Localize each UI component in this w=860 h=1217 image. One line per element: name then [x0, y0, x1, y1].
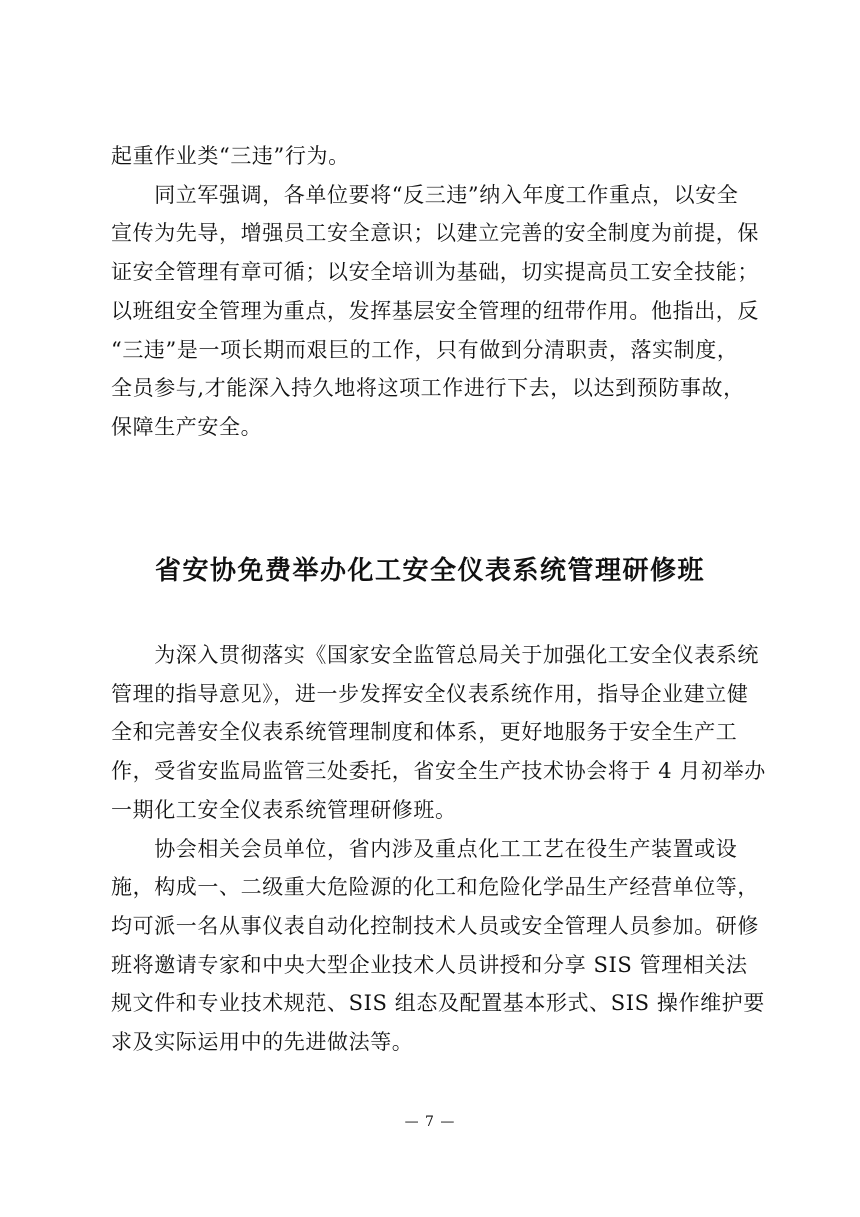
text-line: 均可派一名从事仪表自动化控制技术人员或安全管理人员参加。研修 [111, 913, 759, 938]
article-2-body [111, 636, 766, 1062]
text-line: 协会相关会员单位，省内涉及重点化工工艺在役生产装置或设 [111, 836, 738, 861]
text-line: 宣传为先导，增强员工安全意识；以建立完善的安全制度为前提，保 [111, 221, 759, 246]
text-line: 同立军强调，各单位要将“反三违”纳入年度工作重点，以安全 [111, 182, 739, 207]
text-line: 作，受省安监局监管三处委托，省安全生产技术协会将于 4 月初举办 [111, 759, 766, 784]
text-line: 保障生产安全。 [111, 414, 263, 439]
text-line: 管理的指导意见》，进一步发挥安全仪表系统作用，指导企业建立健 [111, 681, 749, 706]
text-line: 全和完善安全仪表系统管理制度和体系，更好地服务于安全生产工 [111, 720, 738, 745]
text-line: 班将邀请专家和中央大型企业技术人员讲授和分享 SIS 管理相关法 [111, 952, 748, 977]
text-line: 起重作业类“三违”行为。 [111, 144, 350, 168]
text-line: 为深入贯彻落实《国家安全监管总局关于加强化工安全仪表系统 [111, 643, 759, 667]
text-line: 以班组安全管理为重点，发挥基层安全管理的纽带作用。他指出，反 [111, 298, 759, 323]
text-line: “三违”是一项长期而艰巨的工作，只有做到分清职责，落实制度， [111, 337, 739, 362]
text-line: 一期化工安全仪表系统管理研修班。 [111, 797, 457, 822]
article-2-title: 省安协免费举办化工安全仪表系统管理研修班 [154, 556, 705, 586]
text-line: 规文件和专业技术规范、SIS 组态及配置基本形式、SIS 操作维护要 [111, 991, 765, 1016]
text-line: 全员参与,才能深入持久地将这项工作进行下去，以达到预防事故， [111, 376, 745, 401]
article-1-body [111, 137, 759, 447]
text-line: 证安全管理有章可循；以安全培训为基础，切实提高员工安全技能； [111, 260, 759, 285]
page-number: — 7 — [404, 1114, 456, 1130]
text-line: 施，构成一、二级重大危险源的化工和危险化学品生产经营单位等， [111, 875, 759, 900]
text-line: 求及实际运用中的先进做法等。 [111, 1030, 414, 1055]
